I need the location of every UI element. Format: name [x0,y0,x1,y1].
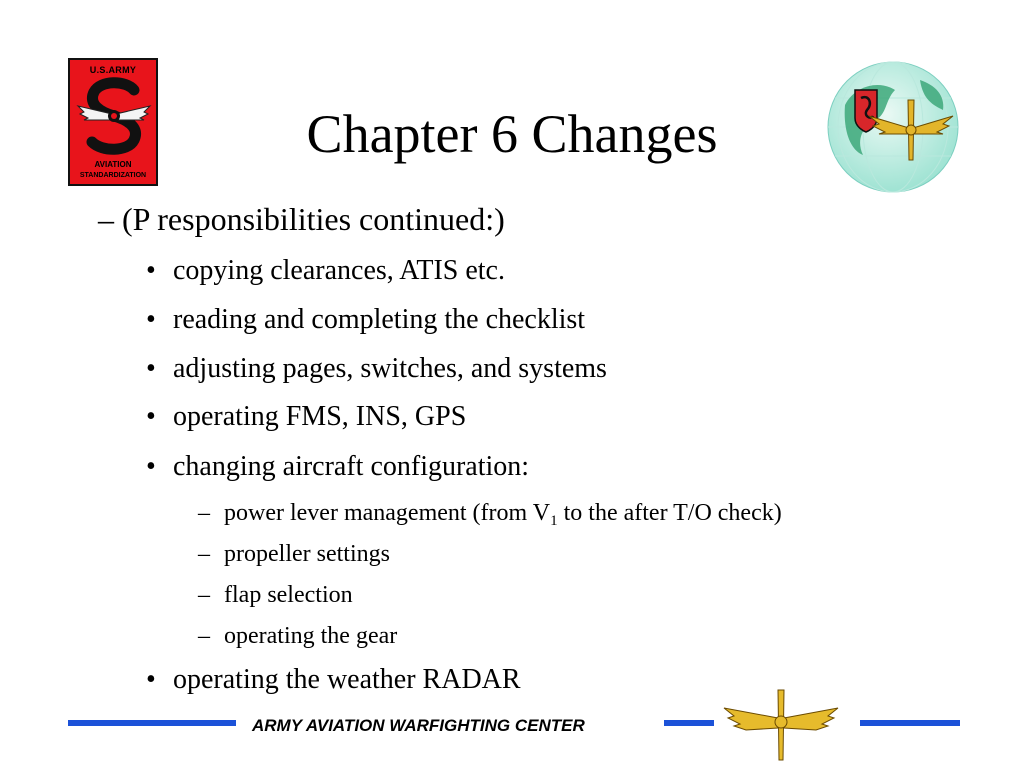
bullet-marker: • [146,664,156,695]
sub-item-text: flap selection [224,582,353,608]
logo-bottom-text-1: AVIATION [94,160,132,169]
bullet-marker: • [146,451,156,482]
aviation-insignia-icon [720,688,842,762]
slide-title: Chapter 6 Changes [306,104,718,164]
aviation-standardization-logo [68,58,158,186]
bullet-text: reading and completing the checklist [173,304,586,335]
footer-text: ARMY AVIATION WARFIGHTING CENTER [252,716,585,735]
bullet-marker: • [146,401,156,432]
footer-rule-right [860,720,960,726]
logo-top-text: U.S.ARMY [89,65,137,75]
sub-item-text [224,496,782,538]
bullet-marker: • [146,255,156,286]
footer-rule-left [68,720,236,726]
dash-marker: – [198,500,210,526]
level1-heading: – (P responsibilities continued:) [98,201,505,237]
bullet-text: operating the weather RADAR [173,664,521,695]
sub-item-text: operating the gear [224,623,398,649]
logo-bottom-text-2: STANDARDIZATION [79,172,147,179]
footer-rule-mid [664,720,714,726]
bullet-text: copying clearances, ATIS etc. [173,255,505,286]
bullet-marker: • [146,353,156,384]
bullet-text: changing aircraft configuration: [173,451,530,482]
power-prefix: power lever management (from V [224,500,551,526]
bullet-marker: • [146,304,156,335]
sub-item-text: propeller settings [224,541,390,567]
v1-subscript: 1 [550,513,558,529]
aviation-globe-icon [825,60,961,194]
bullet-text: adjusting pages, switches, and systems [173,353,607,384]
dash-marker: – [198,623,210,649]
bullet-text: operating FMS, INS, GPS [173,401,467,432]
dash-marker: – [198,541,210,567]
standardization-s-icon [74,76,154,158]
power-suffix: to the after T/O check) [557,500,782,526]
dash-marker: – [198,582,210,608]
